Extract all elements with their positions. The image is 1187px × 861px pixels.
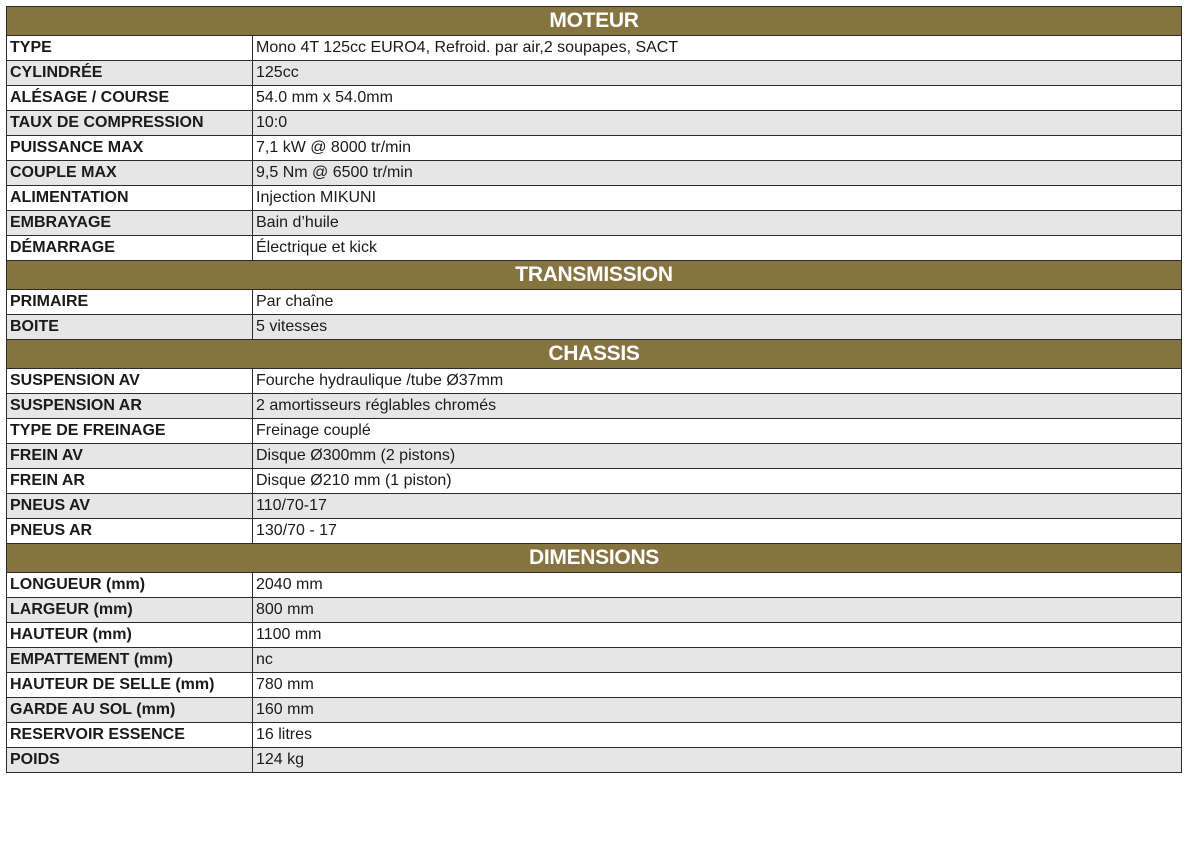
spec-value: Disque Ø300mm (2 pistons) (253, 444, 1182, 469)
spec-label: LARGEUR (mm) (7, 598, 253, 623)
spec-value: 160 mm (253, 698, 1182, 723)
spec-value: 124 kg (253, 748, 1182, 773)
spec-value: Bain d’huile (253, 211, 1182, 236)
spec-value: Mono 4T 125cc EURO4, Refroid. par air,2 soupapes, SACT (253, 36, 1182, 61)
spec-row (7, 111, 1182, 136)
spec-label: EMPATTEMENT (mm) (7, 648, 253, 673)
section-header-chassis (7, 340, 1182, 369)
spec-row (7, 236, 1182, 261)
spec-value: Injection MIKUNI (253, 186, 1182, 211)
spec-label: GARDE AU SOL (mm) (7, 698, 253, 723)
spec-value: 800 mm (253, 598, 1182, 623)
spec-value: 780 mm (253, 673, 1182, 698)
spec-row (7, 623, 1182, 648)
spec-row (7, 723, 1182, 748)
spec-label: ALÉSAGE / COURSE (7, 86, 253, 111)
spec-value: Freinage couplé (253, 419, 1182, 444)
spec-value: 16 litres (253, 723, 1182, 748)
spec-row (7, 519, 1182, 544)
spec-value: 7,1 kW @ 8000 tr/min (253, 136, 1182, 161)
spec-value: Par chaîne (253, 290, 1182, 315)
spec-row (7, 673, 1182, 698)
spec-table (6, 6, 1182, 773)
spec-label: FREIN AR (7, 469, 253, 494)
spec-label: CYLINDRÉE (7, 61, 253, 86)
spec-label: LONGUEUR (mm) (7, 573, 253, 598)
spec-label: PNEUS AV (7, 494, 253, 519)
spec-value: Disque Ø210 mm (1 piston) (253, 469, 1182, 494)
spec-label: HAUTEUR (mm) (7, 623, 253, 648)
section-header-dimensions (7, 544, 1182, 573)
spec-row (7, 290, 1182, 315)
spec-label: COUPLE MAX (7, 161, 253, 186)
spec-value: 2040 mm (253, 573, 1182, 598)
spec-value: 110/70-17 (253, 494, 1182, 519)
spec-value: 54.0 mm x 54.0mm (253, 86, 1182, 111)
spec-row (7, 648, 1182, 673)
spec-value: nc (253, 648, 1182, 673)
spec-row (7, 444, 1182, 469)
spec-row (7, 494, 1182, 519)
spec-row (7, 469, 1182, 494)
spec-row (7, 136, 1182, 161)
spec-row (7, 61, 1182, 86)
spec-row (7, 36, 1182, 61)
spec-label: SUSPENSION AR (7, 394, 253, 419)
spec-label: BOITE (7, 315, 253, 340)
spec-row (7, 748, 1182, 773)
section-header-moteur (7, 7, 1182, 36)
spec-value: Électrique et kick (253, 236, 1182, 261)
spec-label: TAUX DE COMPRESSION (7, 111, 253, 136)
spec-table-body (7, 7, 1182, 773)
spec-value: 9,5 Nm @ 6500 tr/min (253, 161, 1182, 186)
spec-label: DÉMARRAGE (7, 236, 253, 261)
spec-label: HAUTEUR DE SELLE (mm) (7, 673, 253, 698)
section-title: MOTEUR (7, 7, 1182, 36)
spec-row (7, 698, 1182, 723)
spec-label: SUSPENSION AV (7, 369, 253, 394)
spec-label: PNEUS AR (7, 519, 253, 544)
spec-row (7, 394, 1182, 419)
spec-row (7, 186, 1182, 211)
spec-row (7, 573, 1182, 598)
spec-value: 1100 mm (253, 623, 1182, 648)
spec-label: TYPE DE FREINAGE (7, 419, 253, 444)
spec-label: PRIMAIRE (7, 290, 253, 315)
spec-value: Fourche hydraulique /tube Ø37mm (253, 369, 1182, 394)
spec-row (7, 419, 1182, 444)
section-header-transmission (7, 261, 1182, 290)
spec-label: TYPE (7, 36, 253, 61)
spec-value: 2 amortisseurs réglables chromés (253, 394, 1182, 419)
spec-label: PUISSANCE MAX (7, 136, 253, 161)
spec-row (7, 369, 1182, 394)
spec-row (7, 315, 1182, 340)
spec-row (7, 161, 1182, 186)
section-title: DIMENSIONS (7, 544, 1182, 573)
spec-label: RESERVOIR ESSENCE (7, 723, 253, 748)
spec-value: 10:0 (253, 111, 1182, 136)
spec-value: 125cc (253, 61, 1182, 86)
spec-label: FREIN AV (7, 444, 253, 469)
spec-row (7, 86, 1182, 111)
spec-label: POIDS (7, 748, 253, 773)
section-title: TRANSMISSION (7, 261, 1182, 290)
spec-value: 130/70 - 17 (253, 519, 1182, 544)
spec-label: EMBRAYAGE (7, 211, 253, 236)
spec-row (7, 211, 1182, 236)
spec-row (7, 598, 1182, 623)
section-title: CHASSIS (7, 340, 1182, 369)
spec-label: ALIMENTATION (7, 186, 253, 211)
spec-value: 5 vitesses (253, 315, 1182, 340)
